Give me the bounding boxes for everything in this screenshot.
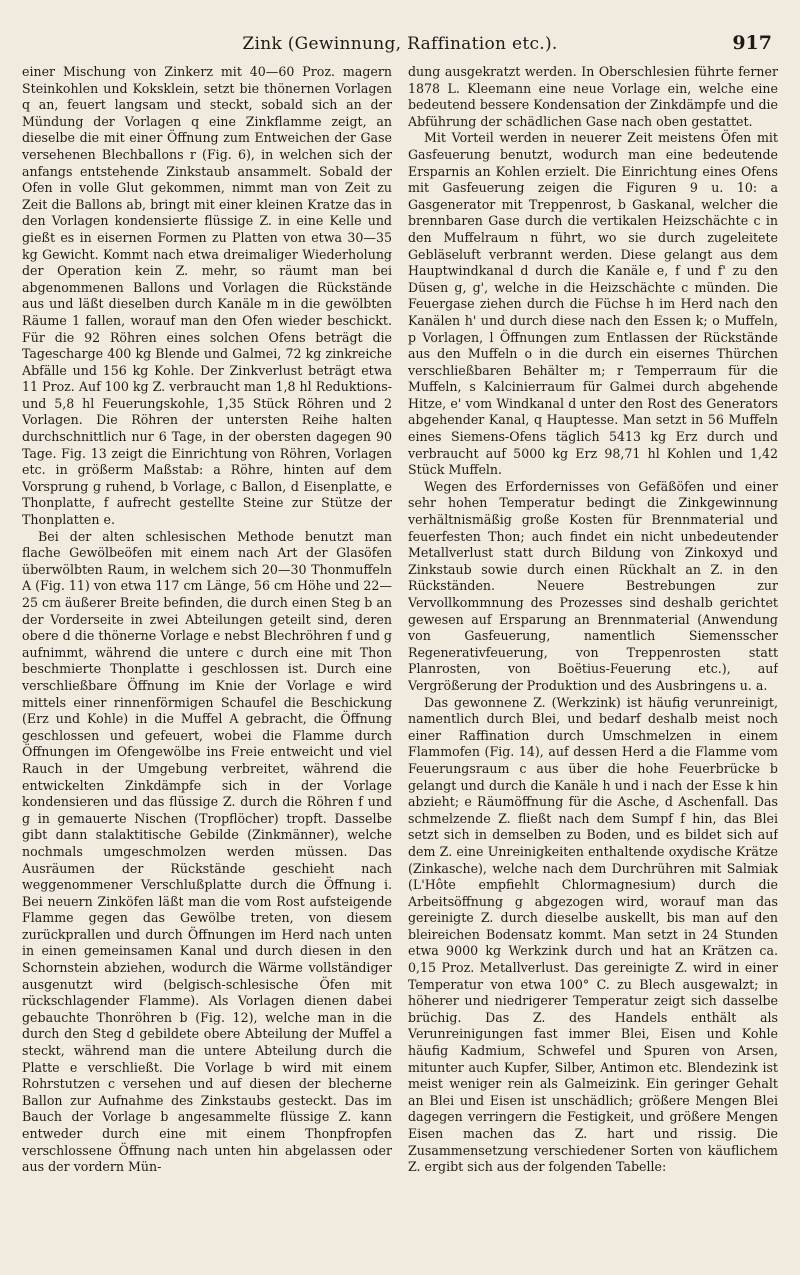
page-number: 917	[732, 32, 772, 54]
paragraph: Das gewonnene Z. (Werkzink) ist häufig verunreinigt, namentlich durch Blei, und bedarf deshalb meist noch einer Raffination durch Umschmelzen in einem Flammofen (Fig. 14), auf dessen Herd a die Flamme vom Feuerungsraum c aus über die hohe Feuerbrücke b gelangt und durch die Kanäle h und i nach der Esse k hin abzieht; e Räumöffnung für die Asche, d Aschenfall. Das schmelzende Z. fließt nach dem Sumpf f hin, das Blei setzt sich in demselben zu Boden, und es bildet sich auf dem Z. eine Unreinigkeiten enthaltende oxydische Krätze (Zinkasche), welche nach dem Durchrühren mit Salmiak (L'Hôte empfiehlt Chlormagnesium) durch die Arbeitsöffnung g abgezogen wird, worauf man das gereinigte Z. durch dieselbe auskellt, bis man auf den bleireichen Bodensatz kommt. Man setzt in 24 Stunden etwa 9000 kg Werkzink durch und hat an Krätzen ca. 0,15 Proz. Metallverlust. Das gereinigte Z. wird in einer Temperatur von etwa 100° C. zu Blech ausgewalzt; in höherer und niedrigerer Temperatur zeigt sich dasselbe brüchig. Das Z. des Handels enthält als Verunreinigungen fast immer Blei, Eisen und Kohle häufig Kadmium, Schwefel und Spuren von Arsen, mitunter auch Kupfer, Silber, Antimon etc. Blendezink ist meist weniger rein als Galmeizink. Ein geringer Gehalt an Blei und Eisen ist unschädlich; größere Mengen Blei dagegen verringern die Festigkeit, und größere Mengen Eisen machen das Z. hart und rissig. Die Zusammensetzung verschiedener Sorten von käuflichem Z. ergibt sich aus der folgenden Tabelle:	[408, 694, 778, 1175]
paragraph: dung ausgekratzt werden. In Oberschlesien führte ferner 1878 L. Kleemann eine neue Vorlage ein, welche eine bedeutend bessere Kondensation der Zinkdämpfe und die Abführung der schädlichen Gase nach oben gestattet.	[408, 64, 778, 129]
running-head: Zink (Gewinnung, Raffination etc.).	[242, 34, 558, 54]
paragraph: Bei der alten schlesischen Methode benutzt man flache Gewölbeöfen mit einem nach Art der Glasöfen überwölbten Raum, in welchem sich 20—30 Thonmuffeln A (Fig. 11) von etwa 117 cm Länge, 56 cm Höhe und 22—25 cm äußerer Breite befinden, die durch einen Steg b an der Vorderseite in zwei Abteilungen geteilt sind, deren obere d die thönerne Vorlage e nebst Blechröhren f und g aufnimmt, während die untere c durch eine mit Thon beschmierte Thonplatte i geschlossen ist. Durch eine verschließbare Öffnung im Knie der Vorlage e wird mittels einer rinnenförmigen Schaufel die Beschickung (Erz und Kohle) in die Muffel A gebracht, die Öffnung geschlossen und gefeuert, wobei die Flamme durch Öffnungen im Ofengewölbe ins Freie entweicht und viel Rauch in der Umgebung verbreitet, während die entwickelten Zinkdämpfe sich in der Vorlage kondensieren und das flüssige Z. durch die Röhren f und g in gemauerte Nischen (Tropflöcher) tropft. Dasselbe gibt dann stalaktitische Gebilde (Zinkmänner), welche nochmals umgeschmolzen werden müssen. Das Ausräumen der Rückstände geschieht nach weggenommener Verschlußplatte durch die Öffnung i. Bei neuern Zinköfen läßt man die vom Rost aufsteigende Flamme gegen das Gewölbe treten, von diesem zurückprallen und durch Öffnungen im Herd nach unten in einen gemeinsamen Kanal und durch diesen in den Schornstein abziehen, wodurch die Wärme vollständiger ausgenutzt wird (belgisch-schlesische Öfen mit rückschlagender Flamme). Als Vorlagen dienen dabei gebauchte Thonröhren b (Fig. 12), welche man in die durch den Steg d gebildete obere Abteilung der Muffel a steckt, während man die untere Abteilung durch die Platte e verschließt. Die Vorlage b wird mit einem Rohrstutzen c versehen und auf diesen der blecherne Ballon zur Aufnahme des Zinkstaubs gesteckt. Das im Bauch der Vorlage b angesammelte flüssige Z. kann entweder durch eine mit einem Thonpfropfen verschlossene Öffnung nach unten hin abgelassen oder aus der vordern Mün-	[22, 528, 392, 1175]
text-columns	[22, 64, 778, 1264]
paragraph: Wegen des Erfordernisses von Gefäßöfen und einer sehr hohen Temperatur bedingt die Zinkgewinnung verhältnismäßig große Kosten für Brennmaterial und feuerfesten Thon; auch findet ein nicht unbedeutender Metallverlust statt durch Bildung von Zinkoxyd und Zinkstaub sowie durch einen Rückhalt an Z. in den Rückständen. Neuere Bestrebungen zur Vervollkommnung des Prozesses sind deshalb gerichtet gewesen auf Ersparung an Brennmaterial (Anwendung von Gasfeuerung, namentlich Siemensscher Regenerativfeuerung, von Treppenrosten statt Planrosten, von Boëtius-Feuerung etc.), auf Vergrößerung der Produktion und des Ausbringens u. a.	[408, 478, 778, 693]
paragraph: einer Mischung von Zinkerz mit 40—60 Proz. magern Steinkohlen und Koksklein, setzt bie thönernen Vorlagen q an, feuert langsam und steckt, sobald sich an der Mündung der Vorlagen q eine Zinkflamme zeigt, an dieselbe die mit einer Öffnung zum Entweichen der Gase versehenen Blechballons r (Fig. 6), in welchen sich der anfangs entstehende Zinkstaub ansammelt. Sobald der Ofen in volle Glut gekommen, nimmt man von Zeit zu Zeit die Ballons ab, bringt mit einer kleinen Kratze das in den Vorlagen kondensierte flüssige Z. in eine Kelle und gießt es in eisernen Formen zu Platten von etwa 30—35 kg Gewicht. Kommt nach etwa dreimaliger Wiederholung der Operation kein Z. mehr, so räumt man bei abgenommenen Ballons und Vorlagen die Rückstände aus und läßt dieselben durch Kanäle m in die gewölbten Räume 1 fallen, worauf man den Ofen wieder beschickt. Für die 92 Röhren eines solchen Ofens beträgt die Tagescharge 400 kg Blende und Galmei, 72 kg zinkreiche Abfälle und 156 kg Kohle. Der Zinkverlust beträgt etwa 11 Proz. Auf 100 kg Z. verbraucht man 1,8 hl Reduktions- und 5,8 hl Feuerungskohle, 1,35 Stück Röhren und 2 Vorlagen. Die Röhren der untersten Reihe halten durchschnittlich nur 6 Tage, in der obersten dagegen 90 Tage. Fig. 13 zeigt die Einrichtung von Röhren, Vorlagen etc. in größerm Maßstab: a Röhre, hinten auf dem Vorsprung g ruhend, b Vorlage, c Ballon, d Eisenplatte, e Thonplatte, f aufrecht gestellte Steine zur Stütze der Thonplatten e.	[22, 64, 392, 528]
right-column	[408, 64, 778, 1264]
left-column	[22, 64, 392, 1264]
paragraph: Mit Vorteil werden in neuerer Zeit meistens Öfen mit Gasfeuerung benutzt, wodurch man eine bedeutende Ersparnis an Kohlen erzielt. Die Einrichtung eines Ofens mit Gasfeuerung zeigen die Figuren 9 u. 10: a Gasgenerator mit Treppenrost, b Gaskanal, welcher die brennbaren Gase durch die vertikalen Heizschächte c in den Muffelraum n führt, wo sie durch zugeleitete Gebläseluft verbrannt werden. Diese gelangt aus dem Hauptwindkanal d durch die Kanäle e, f und f' zu den Düsen g, g', welche in die Heizschächte c münden. Die Feuergase ziehen durch die Füchse h im Herd nach den Kanälen h' und durch diese nach den Essen k; o Muffeln, p Vorlagen, l Öffnungen zum Entlassen der Rückstände aus den Muffeln o in die durch ein eisernes Thürchen verschließbaren Behälter m; r Temperraum für die Muffeln, s Kalcinierraum für Galmei durch abgehende Hitze, e' vom Windkanal d unter den Rost des Generators abgehender Kanal, q Hauptesse. Man setzt in 56 Muffeln eines Siemens-Ofens täglich 5413 kg Erz durch und verbraucht auf 5000 kg Erz 98,71 hl Kohlen und 1,42 Stück Muffeln.	[408, 130, 778, 478]
page-header	[22, 30, 778, 64]
